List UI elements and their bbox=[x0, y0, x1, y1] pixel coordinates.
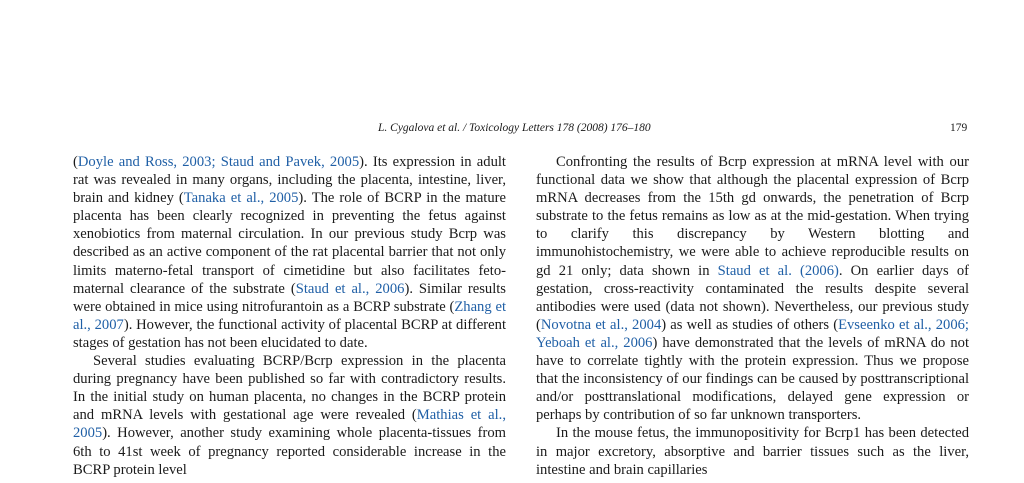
text: ). The role of BCRP in the mature placenta has been clearly recognized in preventing the fetus against xenobiotics from maternal circulation. In our previous study Bcrp was described as an active component of the rat placental barrier that not only limits materno-fetal transport of cimetidine but also facilitates feto-maternal clearance of the substrate ( bbox=[73, 190, 506, 297]
citation-link[interactable]: Mathias et al., 2005 bbox=[73, 407, 506, 442]
citation-link[interactable]: Staud et al., 2006 bbox=[295, 280, 405, 297]
page-number: 179 bbox=[950, 122, 968, 134]
text: ) have demonstrated that the levels of mRNA do not have to correlate tightly with the protein expression. Thus we propose that the inconsistency of our findings can be caused by posttranscriptional and/or posttranslational modifications, delayed gene expression or perhaps by contribution of so far unknown transporters. bbox=[536, 334, 969, 424]
text: Several studies evaluating BCRP/Bcrp expression in the placenta during pregnancy have been published so far with contradictory results. In the initial study on human placenta, no changes in the BCRP protein and mRNA levels with gestational age were revealed ( bbox=[73, 353, 506, 424]
text: ) as well as studies of others ( bbox=[661, 316, 839, 333]
citation-link[interactable]: Evseenko et al., 2006; Yeboah et al., 2006 bbox=[536, 316, 969, 351]
text: ( bbox=[73, 154, 78, 170]
left-paragraph-1 bbox=[73, 153, 506, 352]
running-header bbox=[0, 122, 1024, 138]
text: Confronting the results of Bcrp expression at mRNA level with our functional data we show that although the placental expression of Bcrp mRNA decreases from the 15th gd onwards, the penetration of Bcrp substrate to the fetus remains as low as at the mid-gestation. When trying to clarify this discrepancy by Western blotting and immunohistochemistry, we were able to achieve reproducible results on gd 21 only; data shown in bbox=[536, 154, 969, 279]
text: ). However, another study examining whole placenta-tissues from 6th to 41st week of pregnancy reported considerable increase in the BCRP protein level bbox=[73, 425, 506, 478]
running-title: L. Cygalova et al. / Toxicology Letters 178 (2008) 176–180 bbox=[378, 122, 651, 134]
right-paragraph-2 bbox=[536, 424, 969, 478]
citation-link[interactable]: Novotna et al., 2004 bbox=[540, 316, 662, 333]
text: ). Similar results were obtained in mice using nitrofurantoin as a BCRP substrate ( bbox=[73, 280, 506, 315]
right-paragraph-1 bbox=[536, 153, 969, 424]
citation-link[interactable]: Doyle and Ross, 2003; Staud and Pavek, 2005 bbox=[77, 154, 360, 170]
text: ). However, the functional activity of placental BCRP at different stages of gestation has not been elucidated to date. bbox=[73, 316, 506, 351]
citation-link[interactable]: Tanaka et al., 2005 bbox=[183, 190, 299, 207]
left-paragraph-2 bbox=[73, 352, 506, 479]
text: ). Its expression in adult rat was revealed in many organs, including the placenta, intestine, liver, brain and kidney ( bbox=[73, 154, 506, 207]
text: . On earlier days of gestation, cross-reactivity contaminated the results despite several antibodies were used (data not shown). Nevertheless, our previous study ( bbox=[536, 262, 969, 333]
citation-link[interactable]: Staud et al. (2006) bbox=[717, 262, 839, 279]
right-column bbox=[536, 153, 969, 479]
text: In the mouse fetus, the immunopositivity for Bcrp1 has been detected in major excretory, absorptive and barrier tissues such as the liver, intestine and brain capillaries bbox=[536, 425, 969, 478]
citation-link[interactable]: Zhang et al., 2007 bbox=[73, 298, 506, 333]
left-column bbox=[73, 153, 506, 479]
